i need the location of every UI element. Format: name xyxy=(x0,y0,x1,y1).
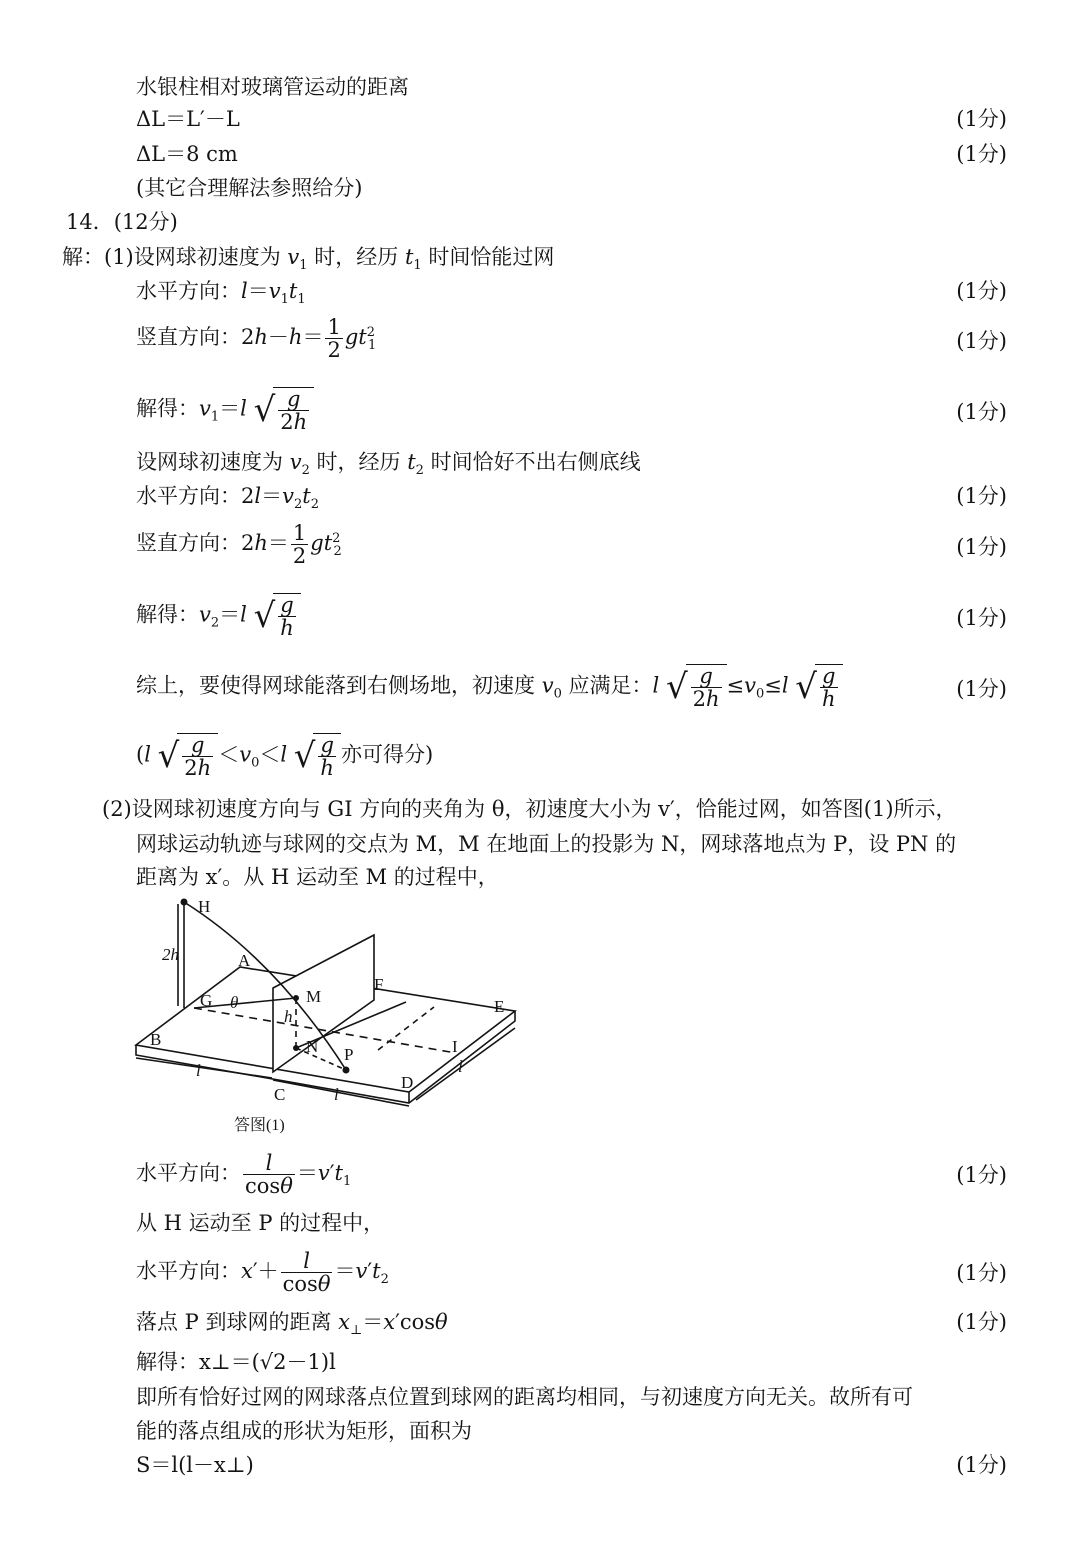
score-label: (1分) xyxy=(956,1261,1007,1285)
conclusion-line: 综上，要使得网球能落到右侧场地，初速度 $v_0$ 应满足：l √ $\frac{g}{2h}$ $\le v_0\le l$ √ $\frac{g}{h}$ xyxy=(136,664,843,710)
equation-line: 水平方向：x′＋ $\frac{l}{\cos\theta}$ $=v't_2$ xyxy=(136,1249,389,1296)
label-e: E xyxy=(494,997,505,1016)
score-label: (1分) xyxy=(956,329,1007,353)
equation-line: 解得：$v_1=l$ √ $\frac{g}{2h}$ xyxy=(136,387,314,433)
text-line: 网球运动轨迹与球网的交点为 M，M 在地面上的投影为 N，网球落地点为 P，设 PN 的 xyxy=(136,832,957,856)
label-theta: θ xyxy=(230,993,239,1012)
figure-caption: 答图(1) xyxy=(234,1117,285,1134)
point-p-marker xyxy=(343,1067,350,1074)
solution-line: 设网球初速度为 $v_2$ 时，经历 $t_2$ 时间恰好不出右侧底线 xyxy=(136,450,641,479)
equation-line: S＝l(l－x⊥) xyxy=(136,1453,254,1477)
equation-line: 解得：$v_2=l$ √ $\frac{g}{h}$ xyxy=(136,593,301,639)
label-b: B xyxy=(150,1030,162,1049)
point-h-marker xyxy=(181,899,188,906)
score-label: (1分) xyxy=(956,400,1007,424)
score-label: (1分) xyxy=(956,1310,1007,1334)
equation-line: ΔL＝L′－L xyxy=(136,107,240,131)
score-label: (1分) xyxy=(956,484,1007,508)
text-line: 即所有恰好过网的网球落点位置到球网的距离均相同，与初速度方向无关。故所有可 xyxy=(136,1385,913,1409)
label-c: C xyxy=(274,1085,286,1104)
label-i: I xyxy=(452,1037,458,1056)
text-line: (2)设网球初速度方向与 GI 方向的夹角为 θ，初速度大小为 v′，恰能过网，如答图(1)所示， xyxy=(102,797,957,821)
label-g: G xyxy=(200,991,213,1010)
tennis-court-diagram xyxy=(126,890,526,1145)
text-line: 水银柱相对玻璃管运动的距离 xyxy=(136,75,409,99)
equation-line: ΔL＝8 cm xyxy=(136,142,238,166)
text-line: 距离为 x′。从 H 运动至 M 的过程中， xyxy=(136,865,499,889)
point-m-marker xyxy=(293,995,299,1001)
label-l-right: l xyxy=(458,1057,463,1076)
score-label: (1分) xyxy=(956,107,1007,131)
score-label: (1分) xyxy=(956,535,1007,559)
text-line: 从 H 运动至 P 的过程中， xyxy=(136,1211,385,1235)
label-h-height: h xyxy=(284,1007,293,1026)
label-m: M xyxy=(306,987,322,1006)
problem-heading: 14．(12分) xyxy=(66,210,178,234)
equation-line: 解得：x⊥＝(√2－1)l xyxy=(136,1350,336,1374)
equation-line: 落点 P 到球网的距离 $x_\perp=x'\cos\theta$ xyxy=(136,1310,448,1339)
score-label: (1分) xyxy=(956,677,1007,701)
score-label: (1分) xyxy=(956,142,1007,166)
equation-line: 竖直方向：2h＝ $\frac{1}{2}$ $gt^2_2$ xyxy=(136,521,342,568)
solution-line: 解：(1)设网球初速度为 $v_1$ 时，经历 $t_1$ 时间恰能过网 xyxy=(62,245,555,274)
label-l-left: l xyxy=(196,1061,201,1080)
point-n-marker xyxy=(293,1045,299,1051)
label-f: F xyxy=(374,975,384,994)
label-a: A xyxy=(238,951,251,970)
score-label: (1分) xyxy=(956,606,1007,630)
text-line: 能的落点组成的形状为矩形，面积为 xyxy=(136,1419,472,1443)
label-l-middle: l xyxy=(334,1085,339,1104)
equation-line: 水平方向：$l=v_1t_1$ xyxy=(136,279,306,308)
alternative-line: (l √ $\frac{g}{2h}$ $<v_0<l$ √ $\frac{g}{h}$ 亦可得分) xyxy=(136,733,434,780)
label-n: N xyxy=(306,1037,319,1056)
label-2h: 2h xyxy=(162,945,179,964)
score-label: (1分) xyxy=(956,1163,1007,1187)
equation-line: 水平方向：$2l=v_2t_2$ xyxy=(136,484,319,513)
label-d: D xyxy=(401,1073,414,1092)
score-label: (1分) xyxy=(956,279,1007,303)
label-p: P xyxy=(344,1045,354,1064)
note-line: (其它合理解法参照给分) xyxy=(136,176,363,200)
label-h: H xyxy=(198,897,211,916)
equation-line: 竖直方向：2h－h＝ $\frac{1}{2}$ $gt^2_1$ xyxy=(136,315,377,362)
equation-line: 水平方向： $\frac{l}{\cos\theta}$ $=v't_1$ xyxy=(136,1151,352,1198)
score-label: (1分) xyxy=(956,1453,1007,1477)
